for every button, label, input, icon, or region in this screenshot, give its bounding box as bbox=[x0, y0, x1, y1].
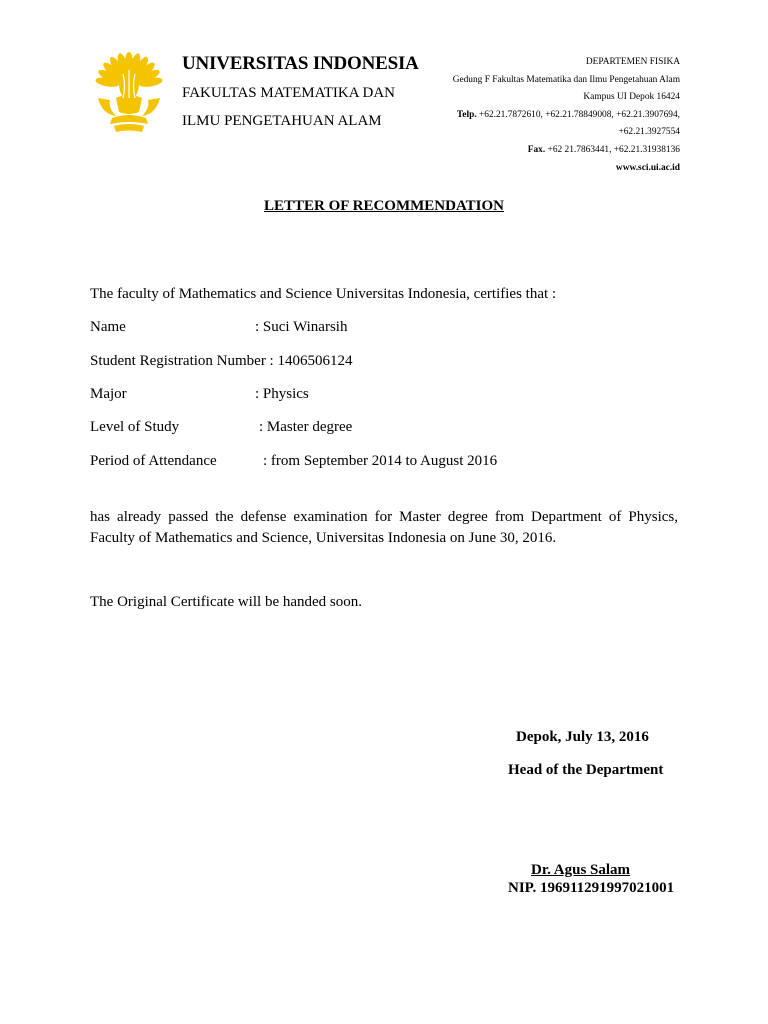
contact-block bbox=[453, 54, 680, 177]
logo-part bbox=[110, 115, 148, 124]
logo-graphic bbox=[90, 46, 168, 134]
logo-part bbox=[98, 98, 116, 116]
telephone-numbers: +62.21.7872610, +62.21.78849008, +62.21.3907694, bbox=[476, 109, 680, 120]
letter-title: LETTER OF RECOMMENDATION bbox=[263, 198, 504, 214]
makara-logo-icon bbox=[90, 46, 168, 134]
signer-position: Head of the Department bbox=[508, 762, 664, 778]
campus-address: Kampus UI Depok 16424 bbox=[583, 92, 680, 103]
signer-nip: NIP. 196911291997021001 bbox=[508, 880, 675, 896]
major-label: Major bbox=[90, 386, 127, 402]
signer-name: Dr. Agus Salam bbox=[531, 862, 631, 878]
major-value: : Physics bbox=[255, 386, 309, 402]
student-registration-number: Student Registration Number : 1406506124 bbox=[90, 353, 353, 369]
level-of-study-value: : Master degree bbox=[259, 419, 353, 435]
statement-paragraph: has already passed the defense examination for Master degree from Department of Physics, Faculty of Mathematics and Science, Universitas Indonesia on June 30, 2016. bbox=[90, 509, 678, 546]
intro-text: The faculty of Mathematics and Science Universitas Indonesia, certifies that : bbox=[90, 286, 557, 302]
fax-numbers: +62 21.7863441, +62.21.31938136 bbox=[545, 144, 680, 155]
telephone-line-2: +62.21.3927554 bbox=[618, 127, 680, 138]
faculty-name-line2: ILMU PENGETAHUAN ALAM bbox=[182, 113, 382, 129]
fax-line bbox=[453, 142, 680, 160]
name-label: Name bbox=[90, 319, 126, 335]
fax-label: Fax. bbox=[527, 144, 546, 155]
certificate-note: The Original Certificate will be handed soon. bbox=[90, 594, 362, 610]
telephone-label: Telp. bbox=[456, 109, 477, 120]
name-value: : Suci Winarsih bbox=[255, 319, 348, 335]
faculty-name-line1: FAKULTAS MATEMATIKA DAN bbox=[182, 85, 395, 101]
university-name: UNIVERSITAS INDONESIA bbox=[182, 53, 419, 74]
logo-part bbox=[142, 98, 160, 116]
telephone-line bbox=[453, 107, 680, 125]
department-name: DEPARTEMEN FISIKA bbox=[585, 57, 680, 67]
building-address: Gedung F Fakultas Matematika dan Ilmu Pengetahuan Alam bbox=[452, 74, 680, 85]
website: www.sci.ui.ac.id bbox=[615, 162, 680, 173]
place-and-date: Depok, July 13, 2016 bbox=[516, 729, 649, 745]
level-of-study-label: Level of Study bbox=[90, 419, 180, 435]
logo-part bbox=[114, 124, 144, 132]
period-of-attendance-value: : from September 2014 to August 2016 bbox=[263, 453, 498, 469]
period-of-attendance-label: Period of Attendance bbox=[90, 453, 217, 469]
